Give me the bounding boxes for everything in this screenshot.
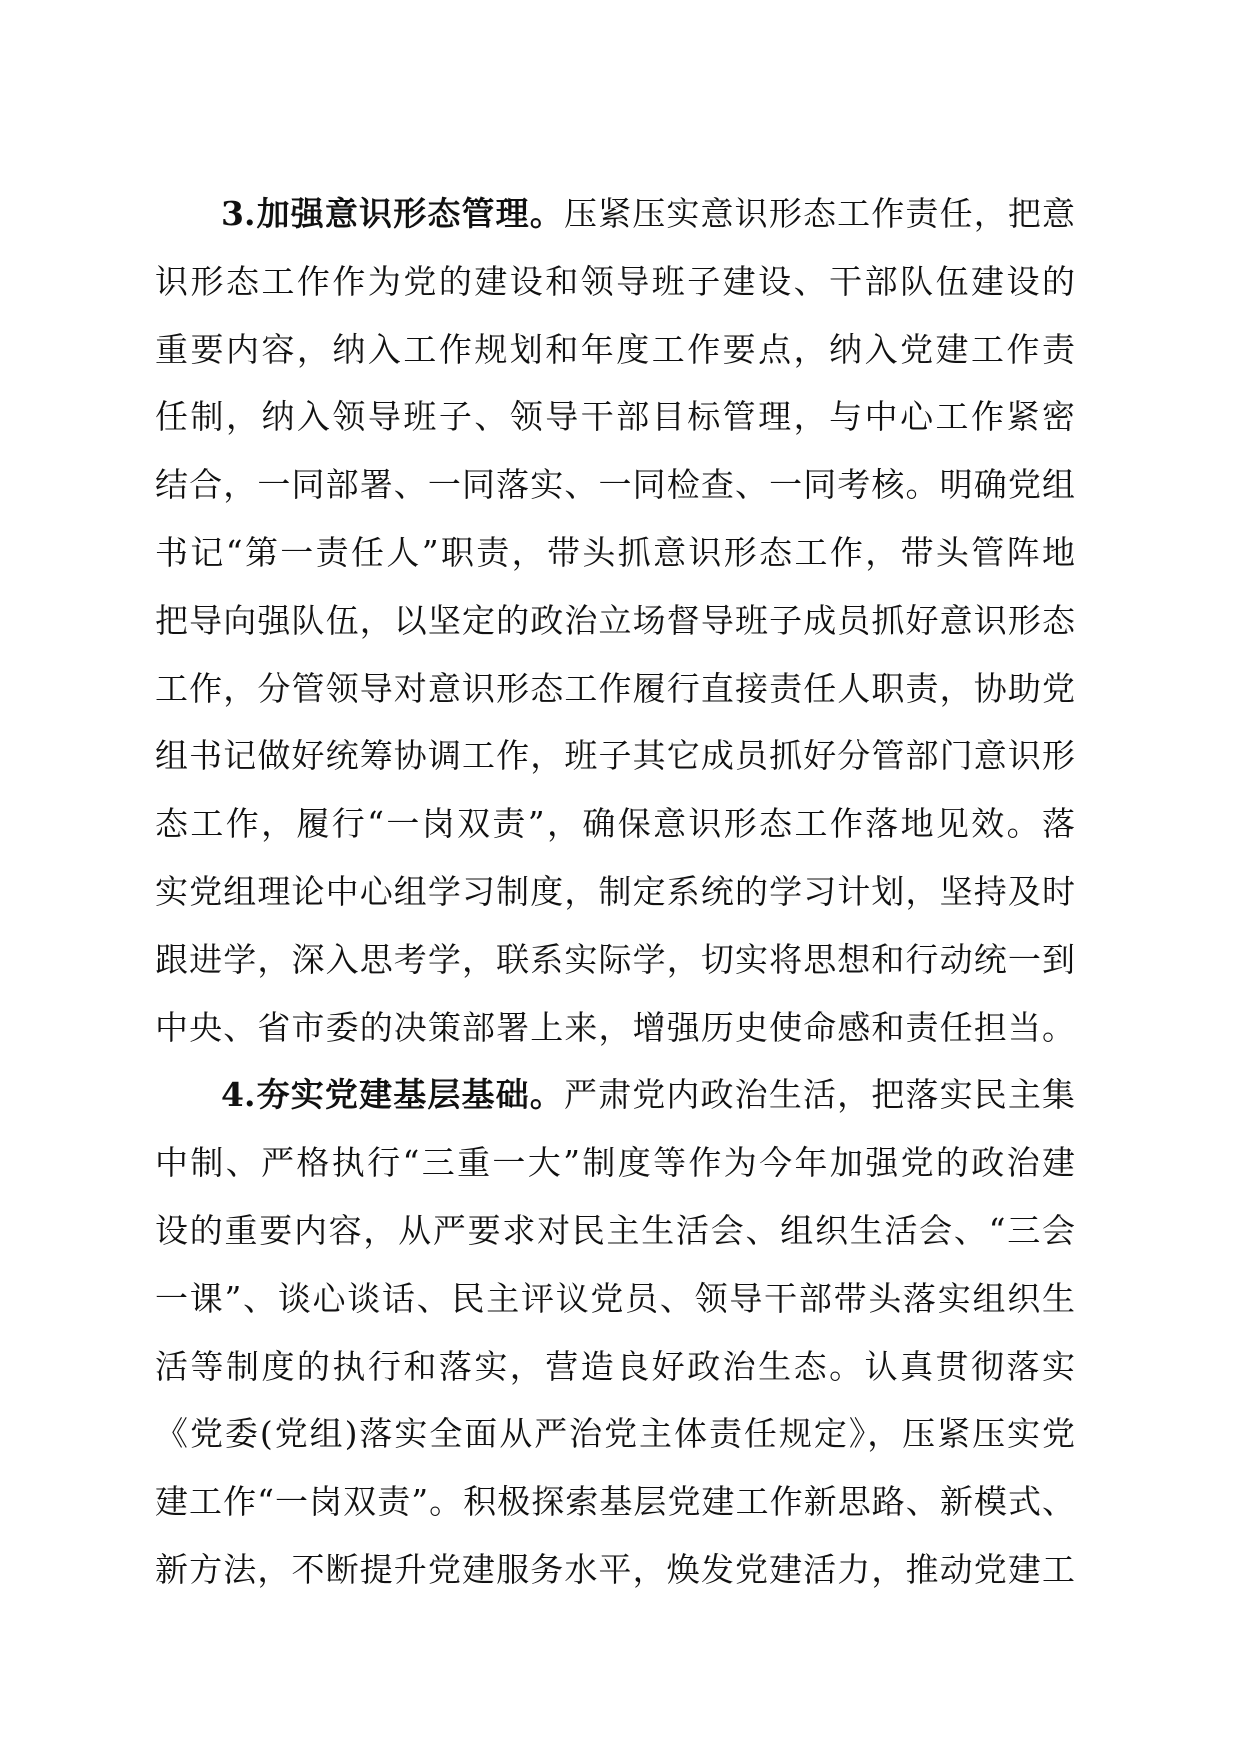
paragraph-4-line: 一课”、谈心谈话、民主评议党员、领导干部带头落实组织生 (155, 1278, 1075, 1318)
paragraph-4-first-line (155, 1061, 1075, 1129)
paragraph-3-line: 结合，一同部署、一同落实、一同检查、一同考核。明确党组 (155, 465, 1075, 505)
paragraph-4-line: 设的重要内容，从严要求对民主生活会、组织生活会、“三会 (155, 1210, 1075, 1250)
paragraph-4-heading: 4.夯实党建基层基础。 (221, 1075, 564, 1115)
paragraph-3-line: 任制，纳入领导班子、领导干部目标管理，与中心工作紧密 (155, 397, 1075, 437)
paragraph-3-line: 组书记做好统筹协调工作，班子其它成员抓好分管部门意识形 (155, 736, 1075, 776)
paragraph-4-line: 活等制度的执行和落实，营造良好政治生态。认真贯彻落实 (155, 1346, 1075, 1386)
paragraph-3-first-line-text: 压紧压实意识形态工作责任，把意 (563, 194, 1076, 233)
paragraph-3-line: 工作，分管领导对意识形态工作履行直接责任人职责，协助党 (155, 668, 1075, 708)
paragraph-3-line: 书记“第一责任人”职责，带头抓意识形态工作，带头管阵地 (155, 532, 1075, 572)
paragraph-4-first-line-text: 严肃党内政治生活，把落实民主集 (563, 1075, 1076, 1115)
paragraph-3-heading: 3.加强意识形态管理。 (221, 194, 564, 233)
paragraph-3-line: 中央、省市委的决策部署上来，增强历史使命感和责任担当。 (155, 1007, 1075, 1047)
paragraph-3-line: 态工作，履行“一岗双责”，确保意识形态工作落地见效。落 (155, 804, 1075, 844)
paragraph-3-first-line (155, 180, 1075, 248)
paragraph-3-line: 跟进学，深入思考学，联系实际学，切实将思想和行动统一到 (155, 939, 1075, 979)
paragraph-3-line: 识形态工作作为党的建设和领导班子建设、干部队伍建设的 (155, 261, 1075, 301)
paragraph-3-line: 实党组理论中心组学习制度，制定系统的学习计划，坚持及时 (155, 871, 1075, 911)
paragraph-4-line: 新方法，不断提升党建服务水平，焕发党建活力，推动党建工 (155, 1549, 1075, 1589)
paragraph-3-line: 把导向强队伍，以坚定的政治立场督导班子成员抓好意识形态 (155, 600, 1075, 640)
paragraph-4-line: 《党委(党组)落实全面从严治党主体责任规定》，压紧压实党 (155, 1414, 1075, 1454)
paragraph-4-line: 建工作“一岗双责”。积极探索基层党建工作新思路、新模式、 (155, 1482, 1075, 1522)
document-body (155, 180, 1075, 1604)
paragraph-4-line: 中制、严格执行“三重一大”制度等作为今年加强党的政治建 (155, 1143, 1075, 1183)
paragraph-3-line: 重要内容，纳入工作规划和年度工作要点，纳入党建工作责 (155, 329, 1075, 369)
